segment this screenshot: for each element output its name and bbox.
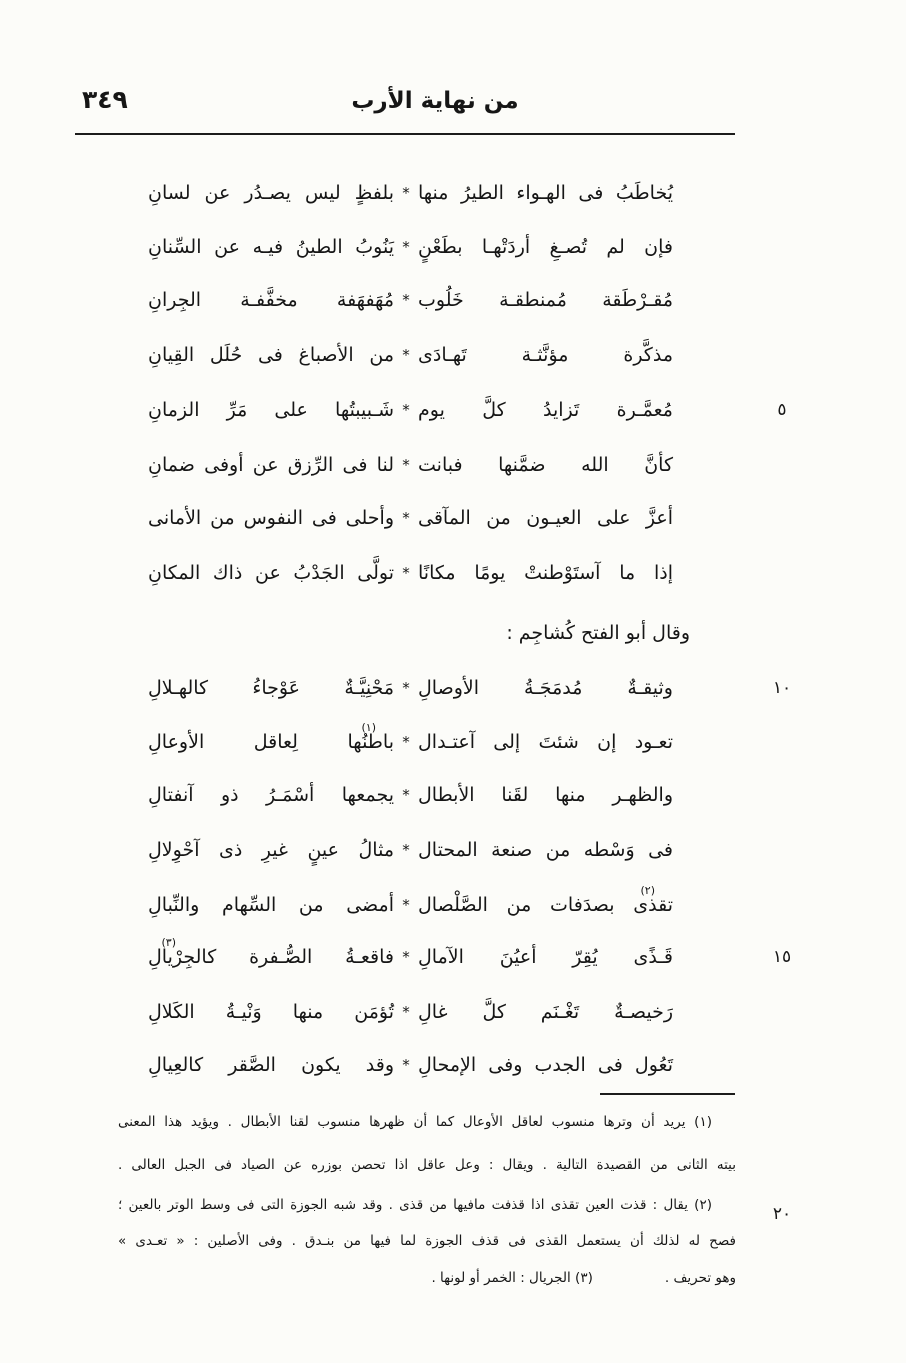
- hemistich-left: تولَّى الجَدْبُ عن ذاك المكانِ: [148, 562, 394, 584]
- footnote-line: (١) يريد أن وترها منسوب لعاقل الأوعال كما أن ظهرها منسوب لقنا الأبطال . ويؤيد هذا المعنى: [118, 1114, 712, 1130]
- verse-separator: *: [402, 564, 410, 582]
- header-rule: [75, 133, 735, 135]
- verse-separator: *: [402, 509, 410, 527]
- verse-separator: *: [402, 679, 410, 697]
- footnote-line: (٢) يقال : قذت العين تقذى اذا قذفت مافيها من قذى . وقد شبه الجوزة التى فى وسط الوتر بالعين ؛: [118, 1197, 712, 1213]
- hemistich-right: أعزَّ على العيـون من المآقى: [418, 507, 673, 529]
- hemistich-left: فاقعـةُ الصُّـفرة كالجِرْيالِ(٣): [148, 936, 394, 968]
- line-number: ١٠: [772, 678, 792, 698]
- hemistich-text: فاقعـةُ الصُّـفرة كالجِرْيالِ: [148, 946, 394, 968]
- hemistich-left: يجمعها أسْمَـرُ ذو آنفتالِ: [148, 784, 394, 806]
- hemistich-right: مُعمَّـرة تَزايدُ كلَّ يوم: [418, 399, 673, 421]
- verse-separator: *: [402, 948, 410, 966]
- verse-separator: *: [402, 291, 410, 309]
- verse: [148, 392, 673, 428]
- poem-attribution: وقال أبو الفتح كُشاجِم :: [506, 622, 690, 644]
- verse-separator: *: [402, 238, 410, 256]
- verse: [148, 555, 673, 591]
- hemistich-right: رَخيصـةٌ تَغْـنَم كلَّ غالِ: [418, 1001, 673, 1023]
- verse: [148, 670, 673, 706]
- hemistich-left: يَنُوبُ الطينُ فيـه عن السِّنانِ: [148, 236, 394, 258]
- verse: [148, 777, 673, 813]
- hemistich-left: مَحْنِيَّـةٌ عَوْجاءُ كالهـلالِ: [148, 677, 394, 699]
- verse: [148, 1047, 673, 1083]
- verse-separator: *: [402, 896, 410, 914]
- verse: [148, 832, 673, 868]
- footnote-line: [118, 1266, 736, 1290]
- hemistich-left: شَـبيبتُها على مَرِّ الزمانِ: [148, 399, 394, 421]
- verse-separator: *: [402, 1003, 410, 1021]
- verse-separator: *: [402, 841, 410, 859]
- hemistich-left: وأحلى فى النفوس من الأمانى: [148, 507, 394, 529]
- hemistich-right: يُخاطَبُ فى الهـواء الطيرُ منها: [418, 182, 673, 204]
- line-number: ٥: [777, 400, 787, 420]
- footnote-line: فصح له لذلك أن يستعمل القذى فى قذف الجوزة لما فيها من بنـدق . وفى الأصلين : « تعـدى »: [118, 1233, 736, 1249]
- hemistich-left: (١)باطنُها لِعاقل الأوعالِ: [148, 721, 394, 753]
- hemistich-right: (٢)تقذى بصدَفات من الصَّلْصال: [418, 884, 673, 916]
- verse-separator: *: [402, 401, 410, 419]
- verse: [148, 994, 673, 1030]
- verse-separator: *: [402, 346, 410, 364]
- hemistich-right: مذكَّرة مؤنَّثـة تَهـادَى: [418, 344, 673, 366]
- footnote-line: بيته الثانى من القصيدة التالية . ويقال : وعل عاقل اذا تحصن بوزره عن الصياد فى الجبل العالى .: [118, 1157, 736, 1173]
- footnote-text: (٣) الجريال : الخمر أو لونها .: [431, 1270, 593, 1286]
- hemistich-right: والظهـر منها لقَنا الأبطال: [418, 784, 673, 806]
- verse-separator: *: [402, 184, 410, 202]
- verse: [148, 447, 673, 483]
- hemistich-text: تقذى بصدَفات من الصَّلْصال: [418, 894, 673, 916]
- hemistich-right: فى وَسْطه من صنعة المحتال: [418, 839, 673, 861]
- hemistich-left: بلفظٍ ليس يصـدُر عن لسانِ: [148, 182, 394, 204]
- hemistich-text: باطنُها لِعاقل الأوعالِ: [148, 731, 394, 753]
- verse-separator: *: [402, 733, 410, 751]
- verse-separator: *: [402, 786, 410, 804]
- hemistich-right: مُقـرْطَقة مُمنطقـة خَلُوب: [418, 289, 673, 311]
- hemistich-right: فإن لم تُصـغِ أردَتْهـا بطَعْنٍ: [418, 236, 673, 258]
- hemistich-left: تُؤمَن منها وَنْيـةُ الكَلالِ: [148, 1001, 394, 1023]
- footnote-rule: [600, 1093, 735, 1095]
- verse: [148, 721, 673, 760]
- hemistich-right: تَعُول فى الجدب وفى الإمحالِ: [418, 1054, 673, 1076]
- hemistich-right: قَـذًى يُقِرّ أعيُنَ الآمالِ: [418, 946, 673, 968]
- verse: [148, 500, 673, 536]
- verse-separator: *: [402, 1056, 410, 1074]
- verse: [148, 337, 673, 373]
- hemistich-right: وثيقـةٌ مُدمَجَـةُ الأوصالِ: [418, 677, 673, 699]
- running-head-title: من نهاية الأرب: [351, 88, 519, 114]
- hemistich-left: لنا فى الرِّزق عن أوفى ضمانِ: [148, 454, 394, 476]
- hemistich-right: إذا ما آستَوْطنتْ يومًا مكانًا: [418, 562, 673, 584]
- verse: [148, 936, 673, 975]
- hemistich-left: مثالُ عينٍ غيرِ ذى آحْوِلالِ: [148, 839, 394, 861]
- hemistich-left: من الأصباغ فى حُلَل القِيانِ: [148, 344, 394, 366]
- verse: [148, 282, 673, 318]
- verse-separator: *: [402, 456, 410, 474]
- hemistich-right: تعـود إن شئتَ إلى آعتـدال: [418, 731, 673, 753]
- hemistich-left: وقد يكون الصَّقر كالعِيالِ: [148, 1054, 394, 1076]
- hemistich-right: كأنَّ الله ضمَّنها فبانت: [418, 454, 673, 476]
- line-number: ٢٠: [772, 1204, 792, 1224]
- line-number: ١٥: [772, 947, 792, 967]
- footnote-text: وهو تحريف .: [664, 1270, 736, 1286]
- hemistich-left: أمضى من السِّهام والنِّبالِ: [148, 894, 394, 916]
- verse: [148, 884, 673, 923]
- page-number: ٣٤٩: [82, 85, 128, 114]
- verse: [148, 229, 673, 265]
- verse: [148, 175, 673, 211]
- hemistich-left: مُهَفهَفة مخفَّفـة الجِرانِ: [148, 289, 394, 311]
